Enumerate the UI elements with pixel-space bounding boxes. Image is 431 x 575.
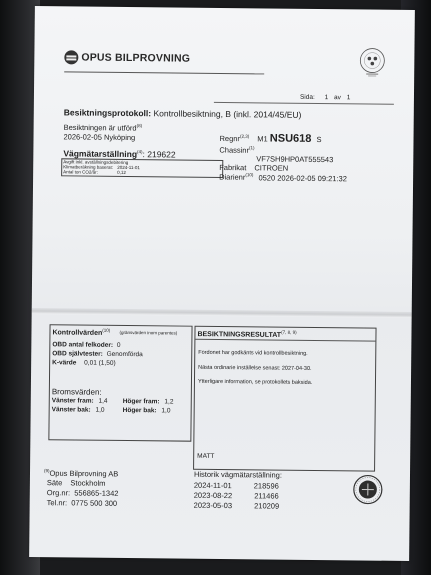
diary-value: 0520 2026-02-05 09:21:32 <box>258 172 347 183</box>
small-info-line-2: Klimatberäkning baserat: <box>63 164 114 170</box>
page-indicator <box>300 94 350 102</box>
company-name-row <box>44 468 118 478</box>
company-seat-value: Stockholm <box>70 478 106 488</box>
page-number: 1 <box>324 94 329 102</box>
page-rule <box>214 102 394 105</box>
obd-faults-row <box>52 341 120 349</box>
odometer-label: Vägmätarställning <box>63 148 138 160</box>
company-seat-label: Säte <box>46 478 63 488</box>
diary-row <box>219 172 347 183</box>
history-value: 210209 <box>254 501 280 511</box>
header-rule <box>64 71 264 74</box>
result-box <box>193 326 376 472</box>
control-values-title <box>52 327 110 337</box>
company-org-row <box>47 488 119 498</box>
brake-left-front-label: Vänster fram: <box>51 397 94 405</box>
chassis-row <box>219 145 254 155</box>
history-row <box>194 501 280 511</box>
k-value-row <box>52 359 116 367</box>
odometer-value: 219622 <box>147 149 176 160</box>
protocol-title-label: Besiktningsprotokoll: <box>63 107 152 119</box>
history-value: 218596 <box>253 481 279 491</box>
page-label: Sida: <box>299 93 315 101</box>
result-line-3: Ytterligare information, se protokollets baksida. <box>197 378 313 386</box>
limit-note: (gränsvärden inom parentes) <box>119 329 178 336</box>
obd-faults-label: OBD antal felkoder: <box>52 341 114 349</box>
make-value: CITROEN <box>254 163 289 173</box>
k-value-label: K-värde <box>52 359 77 367</box>
regnr-row <box>219 132 321 145</box>
regnr-prefix: M1 <box>257 134 268 144</box>
history-value: 211466 <box>254 491 279 501</box>
performed-label: Besiktningen är utförd <box>63 122 137 133</box>
page-of: av <box>333 94 341 102</box>
make-label: Fabrikat <box>219 162 247 173</box>
company-tel-value: 0775 500 300 <box>71 498 118 508</box>
company-tel-row <box>47 498 118 508</box>
opus-logo-icon <box>64 50 78 64</box>
obd-selftest-row <box>52 350 143 358</box>
obd-faults-value: 0 <box>116 341 121 349</box>
k-value-value: 0,01 (1,50) <box>84 359 116 367</box>
small-info-line-3: Antal ton CO2/år: <box>63 169 98 175</box>
brake-left-rear-value: 1,0 <box>95 406 105 414</box>
result-title-text: BESIKTNINGSRESULTAT <box>197 331 282 339</box>
performed-label-row <box>64 122 143 132</box>
history-row <box>194 491 279 501</box>
result-line-2: Nästa ordinarie inställelse senast: 2027-04-30. <box>198 364 312 372</box>
brake-right-rear-label: Höger bak: <box>122 406 157 415</box>
chassis-note: (1) <box>248 145 255 151</box>
company-seat-row <box>47 478 106 488</box>
control-values-note: (10) <box>102 327 111 333</box>
obd-selftest-label: OBD självtester: <box>52 350 103 358</box>
result-title-note: (7, 8, 9) <box>281 329 297 335</box>
brand-name: OPUS BILPROVNING <box>81 51 191 65</box>
small-info-values <box>117 160 140 175</box>
diary-label: Diarienr <box>219 172 246 182</box>
brake-left-rear-label: Vänster bak: <box>51 406 91 414</box>
performed-note: (8) <box>136 123 143 129</box>
brakes-title: Bromsvärden: <box>51 387 102 397</box>
brake-left-front-value: 1,4 <box>98 397 108 405</box>
chassis-value: VF7SH9HP0AT555543 <box>256 154 334 165</box>
brake-left-rear <box>52 406 105 414</box>
page-total: 1 <box>346 94 351 102</box>
regnr-suffix: S <box>316 134 322 145</box>
swedac-accreditation-icon <box>356 45 388 77</box>
company-org-value: 556865-1342 <box>74 488 119 498</box>
history-date: 2024-11-01 <box>193 480 232 491</box>
brake-right-rear-value: 1,0 <box>161 407 171 415</box>
brake-right-front-value: 1,2 <box>164 398 174 406</box>
control-values-title-text: Kontrollvärden <box>52 329 103 337</box>
odometer-note: (4) <box>137 149 143 155</box>
protocol-title-value: Kontrollbesiktning, B (inkl. 2014/45/EU) <box>153 108 302 120</box>
inspection-document <box>29 6 415 561</box>
small-info-line-1: Avgift inkl. avställningsdebitering <box>63 159 129 166</box>
brand-logo <box>64 50 190 65</box>
brake-left-front <box>52 397 108 405</box>
small-info-value-3: 0,12 <box>117 169 126 175</box>
certification-stamp-icon <box>352 473 384 505</box>
history-title: Historik vägmätarställning: <box>193 469 282 480</box>
history-date: 2023-05-03 <box>193 500 233 511</box>
chassis-label: Chassinr <box>219 145 250 155</box>
protocol-title <box>64 107 302 119</box>
inspector-signature: MATT <box>197 452 215 460</box>
history-row <box>194 481 279 491</box>
regnr-label: Regnr <box>219 133 241 144</box>
diary-note: (10) <box>245 172 254 178</box>
odometer-row: Vägmätarställning$^{(4)}$: 219622 <box>63 148 176 160</box>
obd-selftest-value: Genomförda <box>106 350 143 359</box>
company-tel-label: Tel.nr: <box>46 498 68 508</box>
small-info-value-2: 2024-11-01 <box>117 164 140 171</box>
brake-right-front <box>123 398 174 406</box>
company-org-label: Org.nr: <box>46 488 71 498</box>
company-note: (9) <box>44 468 50 474</box>
regnr-note: (2,3) <box>239 133 250 139</box>
company-name: Opus Bilprovning AB <box>49 468 119 479</box>
result-line-1: Fordonet har godkänts vid kontrollbesiktning. <box>198 349 308 357</box>
paper-fold <box>32 308 412 318</box>
brake-right-front-label: Höger fram: <box>122 397 160 406</box>
history-date: 2023-08-22 <box>193 490 233 501</box>
regnr-value: NSU618 <box>269 132 312 145</box>
result-title <box>197 329 296 339</box>
performed-value: 2026-02-05 Nyköping <box>63 132 136 143</box>
brake-right-rear <box>123 407 171 415</box>
